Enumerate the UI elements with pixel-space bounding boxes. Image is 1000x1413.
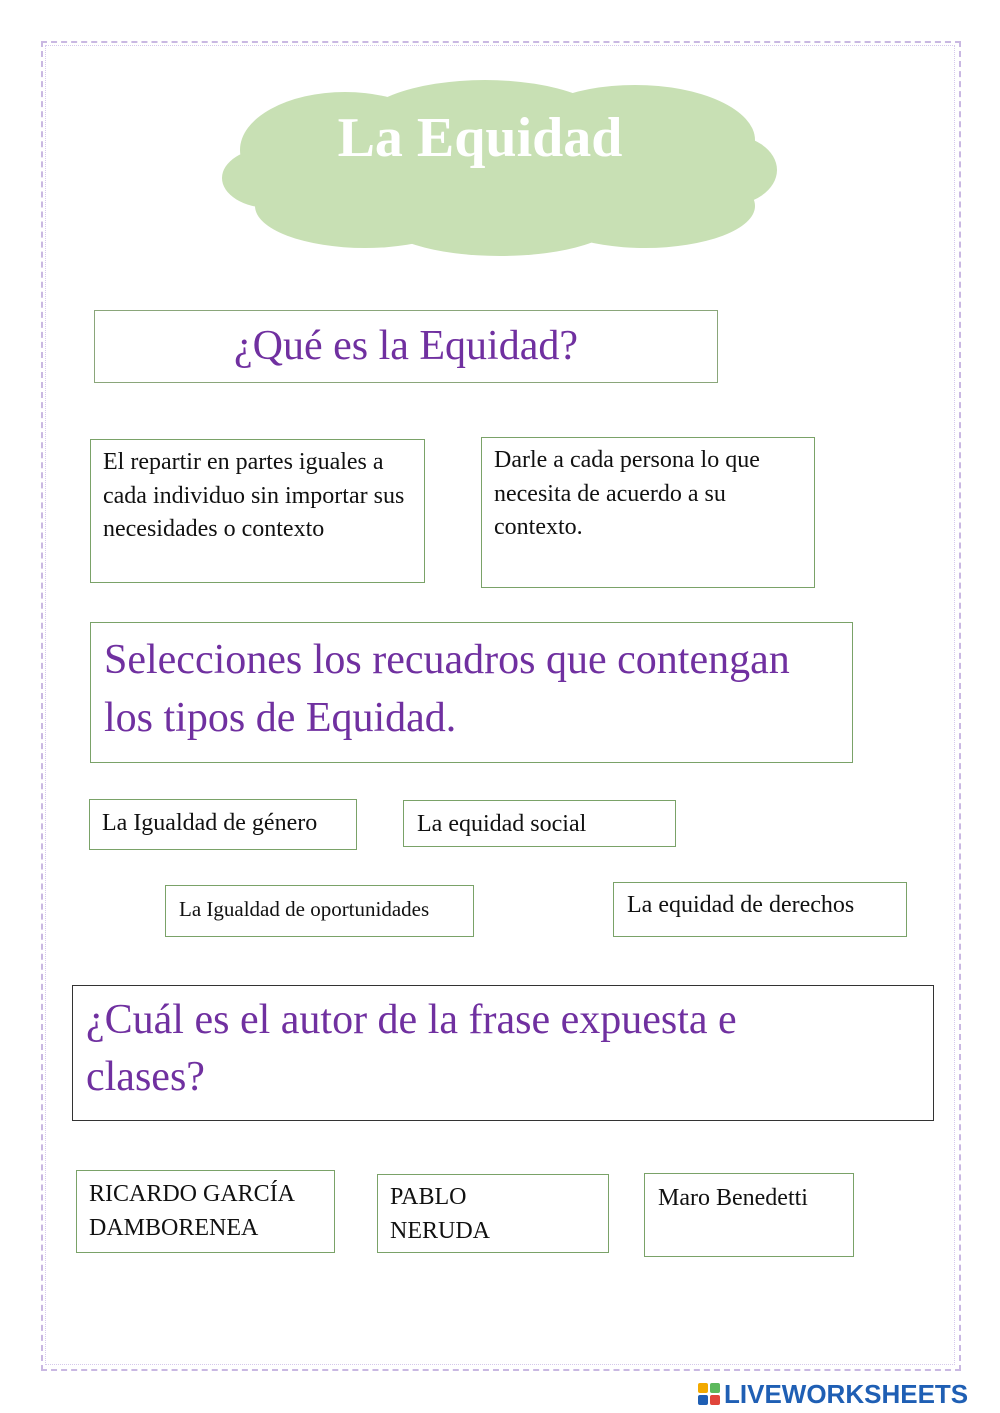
instruction-text: Selecciones los recuadros que contengan los tipos de Equidad. bbox=[104, 637, 790, 741]
type-option-rights-equity[interactable] bbox=[613, 882, 907, 937]
type-option-label: La equidad de derechos bbox=[627, 892, 855, 918]
type-option-label: La Igualdad de oportunidades bbox=[179, 897, 430, 921]
author-option-maro-benedetti[interactable] bbox=[644, 1173, 854, 1257]
definition-option-2-label: Darle a cada persona lo que necesita de acuerdo a su contexto. bbox=[494, 447, 760, 540]
page-title: La Equidad bbox=[337, 107, 623, 169]
question-what-is-equity: ¿Qué es la Equidad? bbox=[233, 323, 579, 369]
instruction-box bbox=[90, 622, 853, 763]
author-option-pablo-neruda[interactable] bbox=[377, 1174, 609, 1253]
type-option-gender-equality[interactable] bbox=[89, 799, 357, 850]
brand-name: LIVEWORKSHEETS bbox=[724, 1378, 969, 1409]
author-question-box bbox=[72, 985, 934, 1121]
definition-option-1-label: El repartir en partes iguales a cada individuo sin importar sus necesidades o contexto bbox=[103, 449, 405, 542]
definition-option-1[interactable] bbox=[90, 439, 425, 583]
type-option-equal-opportunities[interactable] bbox=[165, 885, 474, 937]
author-option-label: PABLO NERUDA bbox=[390, 1184, 490, 1244]
logo-icon bbox=[698, 1383, 720, 1405]
definition-option-2[interactable] bbox=[481, 437, 815, 588]
author-option-ricardo-garcia[interactable] bbox=[76, 1170, 335, 1253]
question-author: ¿Cuál es el autor de la frase expuesta e clases? bbox=[86, 997, 737, 1100]
type-option-label: La Igualdad de género bbox=[102, 810, 318, 836]
liveworksheets-logo bbox=[698, 1379, 968, 1409]
type-option-social-equity[interactable] bbox=[403, 800, 676, 847]
author-option-label: Maro Benedetti bbox=[658, 1185, 808, 1211]
author-option-label: RICARDO GARCÍA DAMBORENEA bbox=[89, 1181, 294, 1241]
question-box bbox=[94, 310, 718, 383]
type-option-label: La equidad social bbox=[417, 811, 587, 837]
